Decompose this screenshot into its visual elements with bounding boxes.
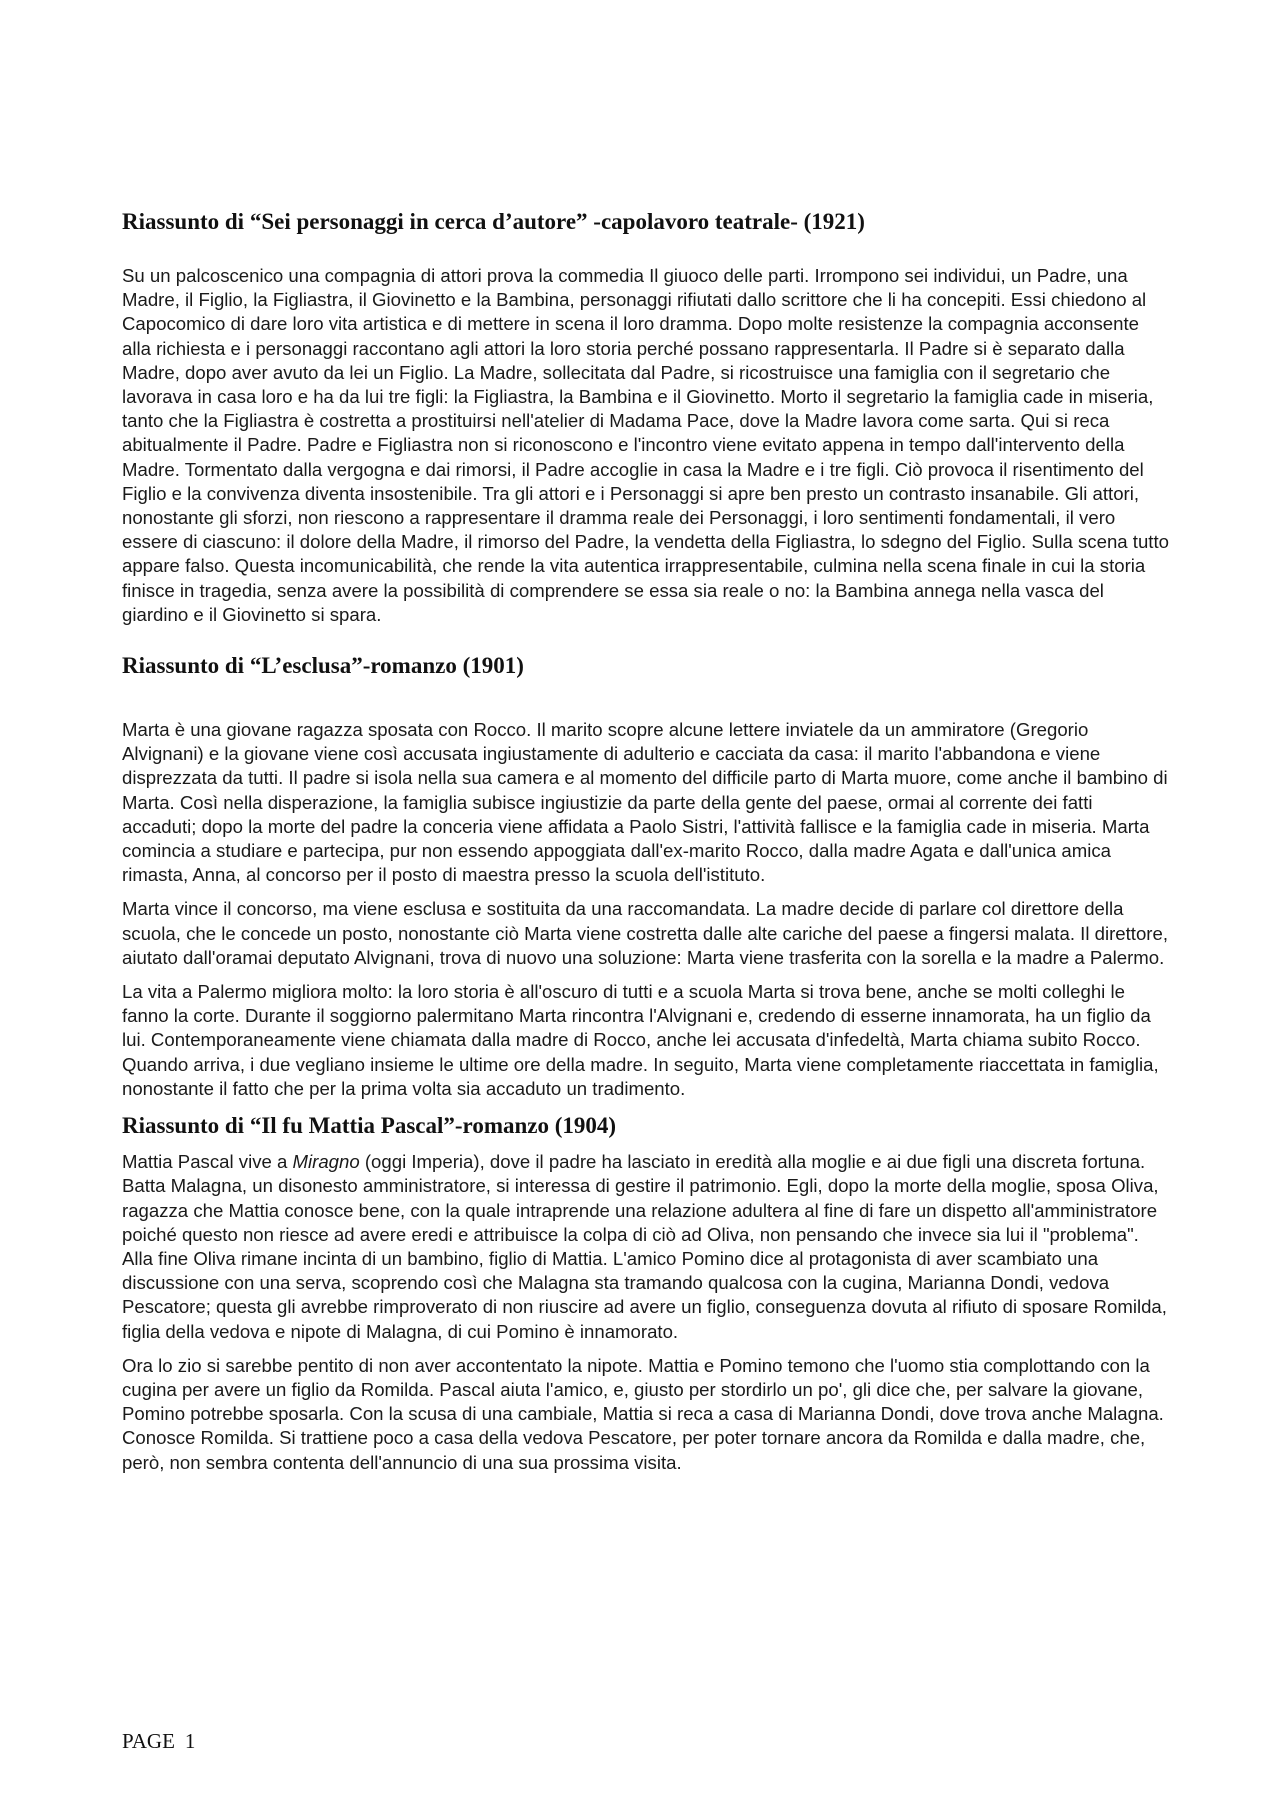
section-title: Riassunto di “Sei personaggi in cerca d’autore” -capolavoro teatrale- (1921) [122, 209, 865, 234]
paragraph-text: Mattia Pascal vive a [122, 1151, 293, 1173]
paragraph: Marta vince il concorso, ma viene esclusa e sostituita da una raccomandata. La madre decide di parlare col direttore della scuola, che le concede un posto, nonostante ciò Marta viene costretta dalle alte cariche del paese a fingersi malata. Il direttore, aiutato dall'oramai deputato Alvignani, trova di nuovo una soluzione: Marta viene trasferita con la sorella e la madre a Palermo. [122, 898, 1168, 968]
paragraph [122, 1150, 1170, 1344]
section-esclusa [122, 652, 1170, 1101]
paragraph: La vita a Palermo migliora molto: la loro storia è all'oscuro di tutti e a scuola Marta si trova bene, anche se molti colleghi le fanno la corte. Durante il soggiorno palermitano Marta rincontra l'Alvignani e, credendo di esserne innamorata, ha un figlio da lui. Contemporaneamente viene chiamata dalla madre di Rocco, anche lei accusata d'infedeltà, Marta chiama subito Rocco. Quando arriva, i due vegliano insieme le ultime ore della madre. In seguito, Marta viene completamente riaccettata in famiglia, nonostante il fatto che per la prima volta sia accaduto un tradimento. [122, 981, 1159, 1099]
section-sei-personaggi [122, 208, 1170, 627]
place-name-italic: Miragno [292, 1151, 360, 1173]
paragraph: Marta è una giovane ragazza sposata con Rocco. Il marito scopre alcune lettere inviatele da un ammiratore (Gregorio Alvignani) e la giovane viene così accusata ingiustamente di adulterio e cacciata da casa: il marito l'abbandona e viene disprezzata da tutti. Il padre si isola nella sua camera e al momento del difficile parto di Marta muore, come anche il bambino di Marta. Così nella disperazione, la famiglia subisce ingiustizie da parte della gente del paese, ormai al corrente dei fatti accaduti; dopo la morte del padre la conceria viene affidata a Paolo Sistri, l'attività fallisce e la famiglia cade in miseria. Marta comincia a studiare e partecipa, pur non essendo appoggiata dall'ex-marito Rocco, dalla madre Agata e dall'unica amica rimasta, Anna, al concorso per il posto di maestra presso la scuola dell'istituto. [122, 719, 1168, 886]
paragraph-text: (oggi Imperia), dove il padre ha lasciato in eredità alla moglie e ai due figli una discreta fortuna. Batta Malagna, un disonesto amministratore, si interessa di gestire il patrimonio. Egli, dopo la morte della moglie, sposa Oliva, ragazza che Mattia conosce bene, con la quale intraprende una relazione adultera al fine di fare un dispetto all'amministratore poiché questo non riesce ad avere eredi e attribuisce la colpa di ciò ad Oliva, non pensando che invece sia lui il "problema". Alla fine Oliva rimane incinta di un bambino, figlio di Mattia. L'amico Pomino dice al protagonista di aver scambiato una discussione con una serva, scoprendo così che Malagna sta tramando qualcosa con la cugina, Marianna Dondi, vedova Pescatore; questa gli avrebbe rimproverato di non riuscire ad avere un figlio, conseguenza dovuta al rifiuto di sposare Romilda, figlia della vedova e nipote di Malagna, di cui Pomino è innamorato. [122, 1151, 1167, 1342]
section-mattia-pascal [122, 1112, 1170, 1475]
paragraph: Ora lo zio si sarebbe pentito di non aver accontentato la nipote. Mattia e Pomino temono che l'uomo stia complottando con la cugina per avere un figlio da Romilda. Pascal aiuta l'amico, e, giusto per stordirlo un po', gli dice che, per salvare la giovane, Pomino potrebbe sposarla. Con la scusa di una cambiale, Mattia si reca a casa di Marianna Dondi, dove trova anche Malagna. Conosce Romilda. Si trattiene poco a casa della vedova Pescatore, per poter tornare ancora da Romilda e dalla madre, che, però, non sembra contenta dell'annuncio di una sua prossima visita. [122, 1354, 1164, 1473]
section-title: Riassunto di “Il fu Mattia Pascal”-romanzo (1904) [122, 1113, 617, 1139]
page-footer [122, 1729, 195, 1753]
page-number: 1 [184, 1729, 196, 1753]
document-body [122, 208, 1170, 1475]
paragraph: Su un palcoscenico una compagnia di attori prova la commedia Il giuoco delle parti. Irrompono sei individui, un Padre, una Madre, il Figlio, la Figliastra, il Giovinetto e la Bambina, personaggi rifiutati dallo scrittore che li ha concepiti. Essi chiedono al Capocomico di dare loro vita artistica e di mettere in scena il loro dramma. Dopo molte resistenze la compagnia acconsente alla richiesta e i personaggi raccontano agli attori la loro storia perché possano rappresentarla. Il Padre si è separato dalla Madre, dopo aver avuto da lei un Figlio. La Madre, sollecitata dal Padre, si ricostruisce una famiglia con il segretario che lavorava in casa loro e ha da lui tre figli: la Figliastra, la Bambina e il Giovinetto. Morto il segretario la famiglia cade in miseria, tanto che la Figliastra è costretta a prostituirsi nell'atelier di Madama Pace, dove la Madre lavora come sarta. Qui si reca abitualmente il Padre. Padre e Figliastra non si riconoscono e l'incontro viene evitato appena in tempo dall'intervento della Madre. Tormentato dalla vergogna e dai rimorsi, il Padre accoglie in casa la Madre e i tre figli. Ciò provoca il risentimento del Figlio e la convivenza diventa insostenibile. Tra gli attori e i Personaggi si apre ben presto un contrasto insanabile. Gli attori, nonostante gli sforzi, non riescono a rappresentare il dramma reale dei Personaggi, i loro sentimenti fondamentali, il vero essere di ciascuno: il dolore della Madre, il rimorso del Padre, la vendetta della Figliastra, lo sdegno del Figlio. Sulla scena tutto appare falso. Questa incomunicabilità, che rende la vita autentica irrappresentabile, culmina nella scena finale in cui la storia finisce in tragedia, senza avere la possibilità di comprendere se essa sia reale o no: la Bambina annega nella vasca del giardino e il Giovinetto si spara. [122, 265, 1169, 625]
page-label: PAGE [122, 1729, 175, 1753]
section-title: Riassunto di “L’esclusa”-romanzo (1901) [122, 653, 524, 679]
